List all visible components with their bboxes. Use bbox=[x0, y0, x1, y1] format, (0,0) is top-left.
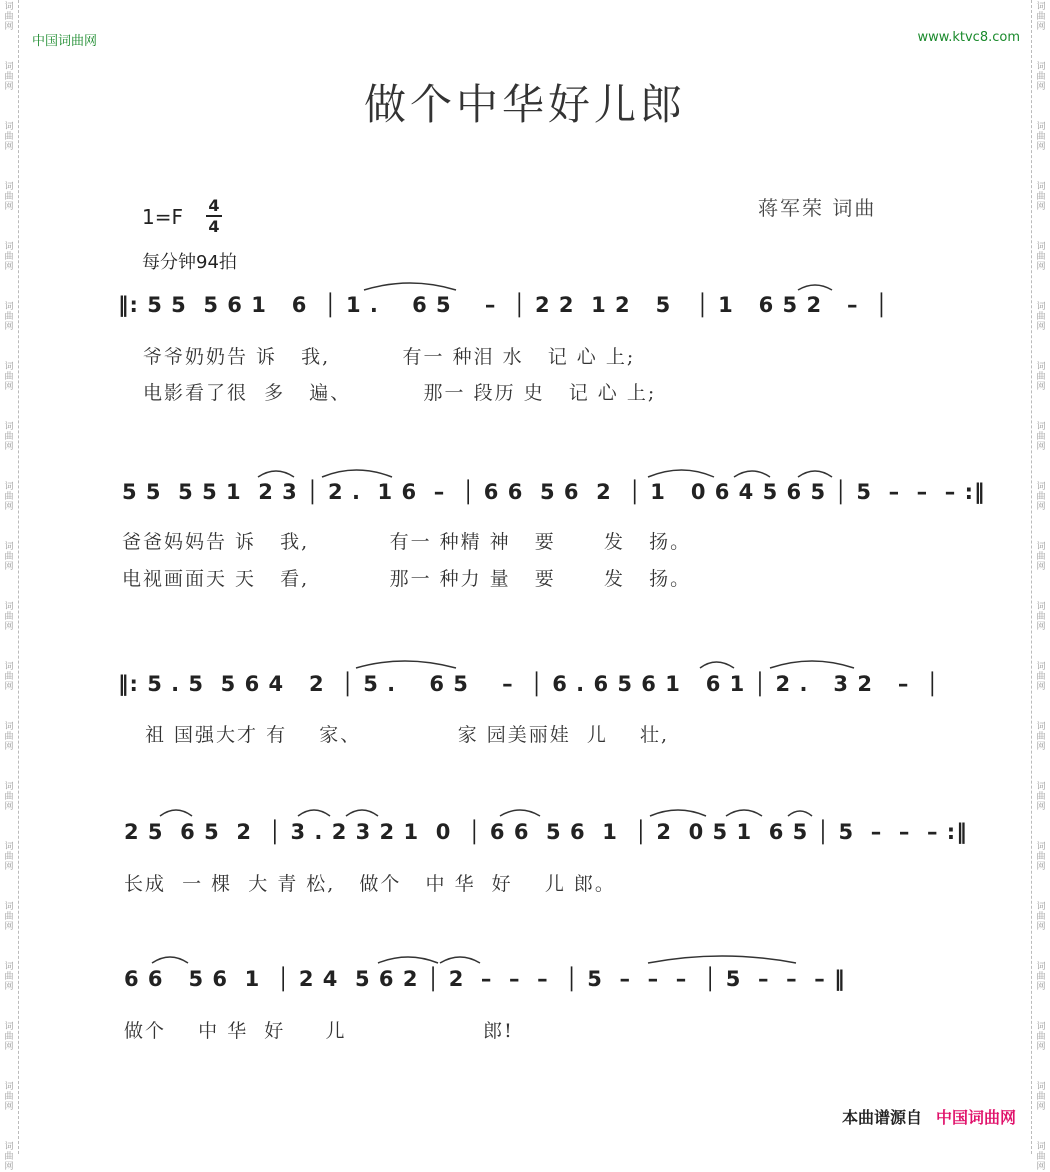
slur bbox=[700, 662, 734, 668]
notation-line-4: 2 5 6 5 2 │ 3 . 2 3 2 1 0 │ 6 6 5 6 1 │ 2 0 5 1 6 5 │ 5 – – – :‖ bbox=[124, 820, 968, 844]
slur bbox=[440, 957, 480, 963]
notation-line-5: 6 6 5 6 1 │ 2 4 5 6 2 │ 2 – – – │ 5 – – – │ 5 – – – ‖ bbox=[124, 967, 846, 991]
watermark-text: 词 曲 网 bbox=[1036, 542, 1046, 572]
watermark-text: 词 曲 网 bbox=[4, 542, 14, 572]
watermark-text: 词 曲 网 bbox=[1036, 902, 1046, 932]
time-signature-top: 4 bbox=[208, 196, 220, 215]
right-watermark-strip bbox=[1031, 0, 1050, 1172]
key-signature: 1=F bbox=[142, 205, 183, 229]
slur bbox=[726, 810, 762, 816]
watermark-text: 词 曲 网 bbox=[1036, 782, 1046, 812]
slur bbox=[378, 957, 438, 963]
site-url[interactable]: www.ktvc8.com bbox=[917, 30, 1020, 45]
watermark-text: 词 曲 网 bbox=[4, 602, 14, 632]
watermark-text: 词 曲 网 bbox=[4, 842, 14, 872]
lyric-line-1-verse-2: 电影看了很 多 遍、 那一 段历 史 记 心 上; bbox=[143, 382, 657, 404]
composer-credit: 蒋军荣 词曲 bbox=[758, 196, 877, 220]
watermark-text: 词 曲 网 bbox=[4, 782, 14, 812]
footer-source-label: 本曲谱源自 bbox=[841, 1108, 922, 1127]
song-title: 做个中华好儿郎 bbox=[363, 80, 686, 129]
slur bbox=[734, 471, 770, 477]
watermark-text: 词 曲 网 bbox=[4, 62, 14, 92]
watermark-text: 词 曲 网 bbox=[1036, 842, 1046, 872]
notation-line-3: ‖: 5 . 5 5 6 4 2 │ 5 . 6 5 – │ 6 . 6 5 6 1 6 1 │ 2 . 3 2 – │ bbox=[118, 672, 940, 696]
watermark-text: 词 曲 网 bbox=[4, 362, 14, 392]
slur bbox=[298, 810, 330, 816]
footer-source-site[interactable]: 中国词曲网 bbox=[935, 1108, 1016, 1127]
watermark-text: 词 曲 网 bbox=[4, 122, 14, 152]
lyric-line-5: 做个 中 华 好 儿 郎! bbox=[124, 1020, 514, 1042]
slur bbox=[648, 956, 796, 963]
slur bbox=[322, 470, 392, 477]
slur bbox=[258, 471, 294, 477]
lyric-line-2-verse-2: 电视画面天 天 看, 那一 种力 量 要 发 扬。 bbox=[122, 568, 692, 590]
slur bbox=[770, 661, 854, 668]
watermark-text: 词 曲 网 bbox=[1036, 1082, 1046, 1112]
watermark-text: 词 曲 网 bbox=[1036, 1022, 1046, 1052]
watermark-text: 词 曲 网 bbox=[4, 1022, 14, 1052]
watermark-text: 词 曲 网 bbox=[4, 182, 14, 212]
watermark-text: 词 曲 网 bbox=[4, 662, 14, 692]
watermark-text: 词 曲 网 bbox=[4, 482, 14, 512]
watermark-text: 词 曲 网 bbox=[4, 902, 14, 932]
slur bbox=[500, 810, 540, 816]
watermark-text: 词 曲 网 bbox=[4, 722, 14, 752]
watermark-text: 词 曲 网 bbox=[1036, 602, 1046, 632]
tempo-marking: 每分钟94拍 bbox=[142, 252, 237, 273]
time-signature-bottom: 4 bbox=[208, 217, 220, 236]
watermark-text: 词 曲 网 bbox=[4, 1082, 14, 1112]
watermark-text: 词 曲 网 bbox=[1036, 362, 1046, 392]
watermark-text: 词 曲 网 bbox=[1036, 962, 1046, 992]
slur bbox=[798, 285, 832, 290]
watermark-text: 词 曲 网 bbox=[1036, 422, 1046, 452]
watermark-text: 词 曲 网 bbox=[1036, 722, 1046, 752]
slur bbox=[788, 811, 812, 816]
watermark-text: 词 曲 网 bbox=[4, 2, 14, 32]
site-name[interactable]: 中国词曲网 bbox=[32, 34, 98, 49]
watermark-text: 词 曲 网 bbox=[1036, 122, 1046, 152]
slur bbox=[160, 810, 192, 816]
footer-source bbox=[842, 1105, 1016, 1128]
watermark-text: 词 曲 网 bbox=[1036, 242, 1046, 272]
lyric-line-2-verse-1: 爸爸妈妈告 诉 我, 有一 种精 神 要 发 扬。 bbox=[122, 531, 692, 553]
notation-line-2: 5 5 5 5 1 2 3 │ 2 . 1 6 – │ 6 6 5 6 2 │ 1 0 6 4 5 6 5 │ 5 – – – :‖ bbox=[122, 480, 986, 504]
watermark-text: 词 曲 网 bbox=[4, 422, 14, 452]
slur bbox=[798, 471, 832, 477]
lyric-line-3: 祖 国强大才 有 家、 家 园美丽娃 儿 壮, bbox=[145, 724, 670, 746]
watermark-text: 词 曲 网 bbox=[4, 1142, 14, 1172]
watermark-text: 词 曲 网 bbox=[4, 302, 14, 332]
watermark-text: 词 曲 网 bbox=[1036, 182, 1046, 212]
left-watermark-strip bbox=[0, 0, 19, 1172]
watermark-text: 词 曲 网 bbox=[1036, 1142, 1046, 1172]
slur bbox=[648, 470, 714, 477]
lyric-line-1-verse-1: 爷爷奶奶告 诉 我, 有一 种泪 水 记 心 上; bbox=[143, 346, 636, 368]
watermark-text: 词 曲 网 bbox=[1036, 2, 1046, 32]
watermark-text: 词 曲 网 bbox=[1036, 62, 1046, 92]
watermark-text: 词 曲 网 bbox=[1036, 662, 1046, 692]
watermark-text: 词 曲 网 bbox=[4, 962, 14, 992]
time-signature bbox=[206, 197, 222, 235]
slur bbox=[650, 810, 706, 816]
watermark-text: 词 曲 网 bbox=[1036, 482, 1046, 512]
watermark-text: 词 曲 网 bbox=[4, 242, 14, 272]
slur bbox=[356, 661, 456, 668]
slur bbox=[346, 810, 378, 816]
lyric-line-4: 长成 一 棵 大 青 松, 做个 中 华 好 儿 郎。 bbox=[124, 873, 616, 895]
watermark-text: 词 曲 网 bbox=[1036, 302, 1046, 332]
slur bbox=[364, 283, 456, 290]
slur bbox=[152, 957, 188, 963]
notation-line-1: ‖: 5 5 5 6 1 6 │ 1 . 6 5 – │ 2 2 1 2 5 │ 1 6 5 2 – │ bbox=[118, 293, 889, 317]
